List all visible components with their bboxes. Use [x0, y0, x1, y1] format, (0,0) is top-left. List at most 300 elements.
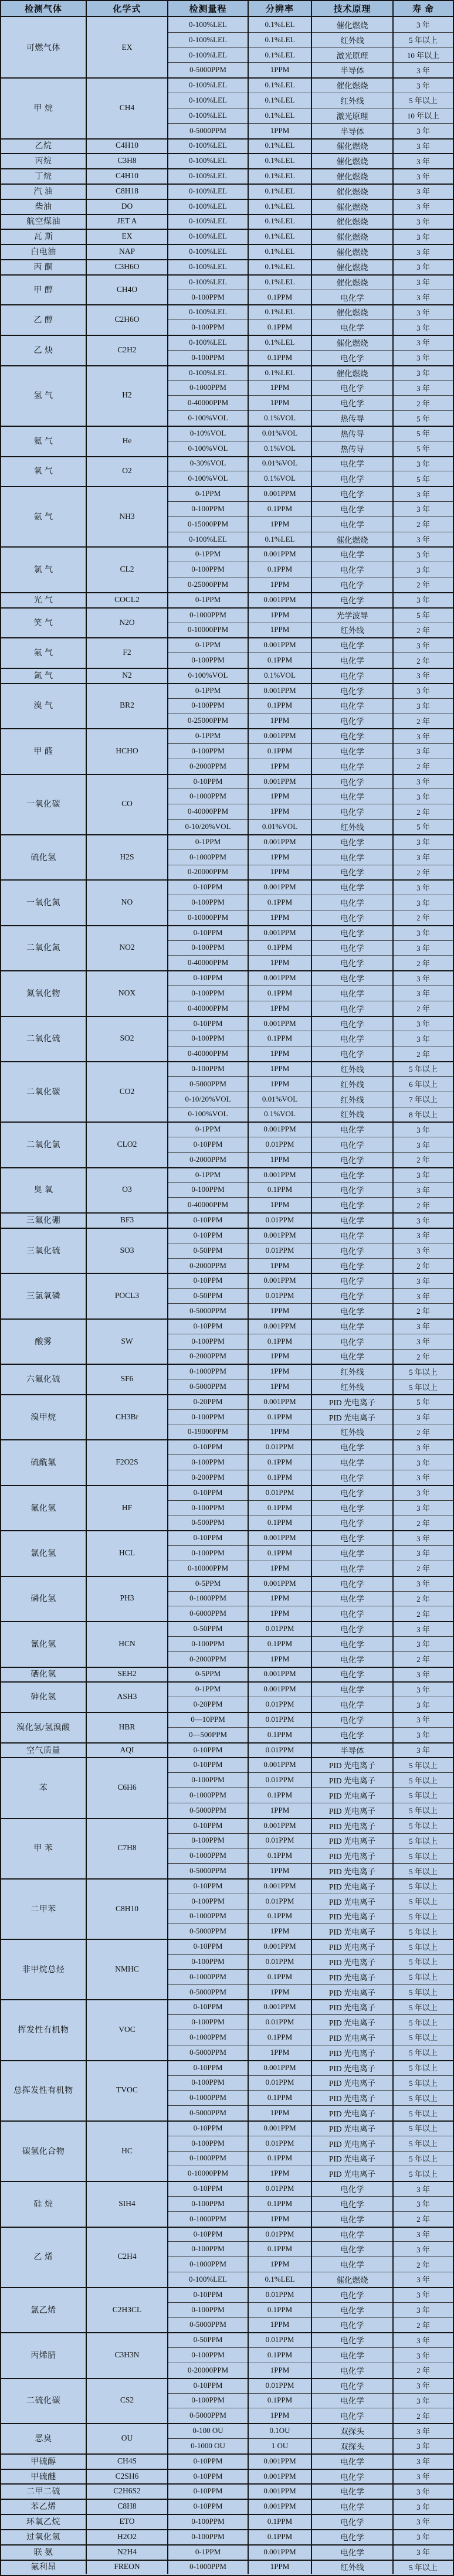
resolution-cell: 0.01PPM	[249, 2287, 312, 2302]
lifespan-cell: 5 年以上	[409, 2094, 438, 2103]
spec-row	[168, 2393, 453, 2408]
lifespan-cell: 3 年	[416, 1034, 430, 1044]
range-cell: 0-19000PPM	[168, 1425, 249, 1440]
formula-cell: C3H8	[87, 153, 168, 168]
gas-group	[1, 1742, 453, 1758]
principle-cell: 热传导	[312, 441, 394, 456]
gas-group	[1, 1485, 453, 1530]
spec-row	[168, 17, 453, 32]
spec-rows	[168, 607, 453, 638]
resolution-cell: 1PPM	[249, 516, 312, 532]
lifespan-cell: 3 年	[416, 1700, 430, 1710]
spec-row	[168, 1697, 453, 1712]
lifespan-cell: 2 年	[416, 959, 430, 968]
resolution-cell: 0.01PPM	[249, 1439, 312, 1454]
spec-rows	[168, 426, 453, 456]
gas-name-cell: 溴 气	[1, 683, 87, 728]
range-cell: 0-10PPM	[168, 1137, 249, 1152]
spec-rows	[168, 1228, 453, 1273]
spec-row	[168, 153, 453, 168]
lifespan-cell: 2 年	[416, 2320, 430, 2330]
principle-cell: 激光原理	[312, 47, 394, 63]
principle-cell: 红外线	[312, 32, 394, 47]
spec-rows	[168, 274, 453, 305]
principle-cell: 电化学	[312, 290, 394, 305]
principle-cell: 电化学	[312, 1288, 394, 1303]
resolution-cell: 0.1PPM	[249, 1636, 312, 1651]
formula-cell: C2H2	[87, 335, 168, 365]
spec-row	[168, 1576, 453, 1591]
spec-rows	[168, 138, 453, 154]
range-cell: 0-100PPM	[168, 985, 249, 1001]
principle-cell: 电化学	[312, 2499, 394, 2514]
resolution-cell: 0.1%LEL	[249, 93, 312, 108]
spec-rows	[168, 17, 453, 77]
principle-cell: 红外线	[312, 1107, 394, 1122]
gas-group	[1, 1318, 453, 1364]
range-cell: 0-100PPM	[168, 895, 249, 910]
range-cell: 0-10PPM	[168, 2227, 249, 2242]
resolution-cell: 1PPM	[249, 1152, 312, 1167]
spec-row	[168, 2136, 453, 2151]
lifespan-cell: 5 年以上	[409, 1958, 438, 1967]
lifespan-cell: 3 年	[416, 1625, 430, 1634]
resolution-cell: 1PPM	[249, 789, 312, 804]
principle-cell: 电化学	[312, 879, 394, 895]
lifespan-cell: 3 年	[416, 989, 430, 998]
range-cell: 0-10/20%VOL	[168, 819, 249, 834]
spec-row	[168, 350, 453, 365]
lifespan-cell: 2 年	[416, 399, 430, 408]
principle-cell: 电化学	[312, 713, 394, 728]
lifespan-cell: 3 年	[416, 2351, 430, 2360]
formula-cell: N2H4	[87, 2544, 168, 2560]
spec-row	[168, 910, 453, 925]
principle-cell: 电化学	[312, 471, 394, 486]
gas-group	[1, 17, 453, 77]
principle-cell: 电化学	[312, 2196, 394, 2211]
spec-rows	[168, 2378, 453, 2423]
lifespan-cell: 3 年	[416, 1019, 430, 1029]
principle-cell: 电化学	[312, 1470, 394, 1485]
lifespan-cell: 2 年	[416, 520, 430, 529]
principle-cell: 电化学	[312, 865, 394, 880]
principle-cell: 红外线	[312, 1364, 394, 1379]
resolution-cell: 0.1PPM	[249, 1334, 312, 1349]
spec-rows	[168, 728, 453, 773]
resolution-cell: 0.1%LEL	[249, 214, 312, 229]
principle-cell: PID 光电离子	[312, 1878, 394, 1894]
spec-rows	[168, 199, 453, 214]
resolution-cell: 0.1%LEL	[249, 183, 312, 199]
spec-row	[168, 577, 453, 592]
spec-rows	[168, 335, 453, 365]
lifespan-cell: 3 年	[416, 2381, 430, 2391]
gas-name-cell: 溴甲烷	[1, 1394, 87, 1439]
principle-cell: 电化学	[312, 804, 394, 819]
spec-row	[168, 592, 453, 607]
range-cell: 0-10PPM	[168, 879, 249, 895]
gas-name-cell: 臭 氧	[1, 1167, 87, 1212]
gas-group	[1, 607, 453, 638]
range-cell: 0-10PPM	[168, 2060, 249, 2075]
gas-group	[1, 925, 453, 970]
gas-group	[1, 2423, 453, 2453]
lifespan-cell: 2 年	[416, 626, 430, 635]
gas-group	[1, 774, 453, 834]
range-cell: 0-100%LEL	[168, 304, 249, 320]
resolution-cell: 0.001PPM	[249, 2544, 312, 2560]
lifespan-cell: 2 年	[416, 1049, 430, 1059]
spec-row	[168, 1787, 453, 1803]
spec-row	[168, 1379, 453, 1394]
lifespan-cell: 3 年	[416, 2472, 430, 2482]
principle-cell: 电化学	[312, 456, 394, 471]
range-cell: 0-100%VOL	[168, 441, 249, 456]
spec-rows	[168, 1167, 453, 1212]
range-cell: 0-5000PPM	[168, 1984, 249, 2000]
principle-cell: PID 光电离子	[312, 1923, 394, 1939]
range-cell: 0-40000PPM	[168, 395, 249, 410]
principle-cell: PID 光电离子	[312, 1833, 394, 1848]
formula-cell: EX	[87, 17, 168, 77]
resolution-cell: 0.1PPM	[249, 1031, 312, 1046]
spec-row	[168, 789, 453, 804]
resolution-cell: 0.1PPM	[249, 698, 312, 713]
range-cell: 0-10PPM	[168, 2499, 249, 2514]
lifespan-cell: 5 年以上	[409, 2048, 438, 2058]
spec-rows	[168, 1757, 453, 1817]
principle-cell: 电化学	[312, 1727, 394, 1742]
resolution-cell: 1PPM	[249, 804, 312, 819]
gas-name-cell: 六氟化硫	[1, 1364, 87, 1394]
lifespan-cell: 3 年	[416, 1534, 430, 1543]
principle-cell: 电化学	[312, 2317, 394, 2333]
range-cell: 0-1PPM	[168, 2544, 249, 2560]
spec-row	[168, 1394, 453, 1409]
resolution-cell: 1PPM	[249, 395, 312, 410]
resolution-cell: 1PPM	[249, 1379, 312, 1394]
resolution-cell: 1PPM	[249, 1303, 312, 1318]
principle-cell: 电化学	[312, 2529, 394, 2544]
spec-row	[168, 819, 453, 834]
spec-row	[168, 380, 453, 396]
gas-group	[1, 1667, 453, 1682]
gas-group	[1, 199, 453, 214]
range-cell: 0-10000PPM	[168, 2166, 249, 2181]
spec-rows	[168, 1061, 453, 1122]
spec-rows	[168, 1742, 453, 1758]
resolution-cell: 0.1PPM	[249, 1909, 312, 1924]
range-cell: 0—500PPM	[168, 1727, 249, 1742]
gas-name-cell: 白电油	[1, 244, 87, 259]
principle-cell: 电化学	[312, 1152, 394, 1167]
spec-rows	[168, 244, 453, 259]
range-cell: 0-50PPM	[168, 2332, 249, 2347]
formula-cell: C8H18	[87, 183, 168, 199]
spec-rows	[168, 2453, 453, 2469]
spec-rows	[168, 668, 453, 683]
spec-row	[168, 2560, 453, 2575]
lifespan-cell: 5 年以上	[409, 36, 438, 45]
spec-row	[168, 2499, 453, 2514]
lifespan-cell: 5 年以上	[409, 2033, 438, 2043]
spec-row	[168, 683, 453, 698]
principle-cell: 电化学	[312, 1137, 394, 1152]
range-cell: 0-100%LEL	[168, 183, 249, 199]
lifespan-cell: 5 年以上	[409, 1367, 438, 1377]
gas-name-cell: 甲硫醚	[1, 2469, 87, 2484]
lifespan-cell: 3 年	[416, 2487, 430, 2496]
resolution-cell: 1PPM	[249, 1197, 312, 1212]
gas-group	[1, 214, 453, 229]
principle-cell: 电化学	[312, 698, 394, 713]
resolution-cell: 0.1%LEL	[249, 2272, 312, 2287]
spec-row	[168, 623, 453, 638]
gas-name-cell: 硫酰氟	[1, 1439, 87, 1484]
resolution-cell: 0.1PPM	[249, 2241, 312, 2256]
lifespan-cell: 3 年	[416, 505, 430, 514]
lifespan-cell: 3 年	[416, 2230, 430, 2239]
principle-cell: PID 光电离子	[312, 2014, 394, 2030]
lifespan-cell: 3 年	[416, 21, 430, 30]
spec-row	[168, 2469, 453, 2484]
gas-name-cell: 硅 烷	[1, 2181, 87, 2226]
lifespan-cell: 3 年	[416, 943, 430, 953]
formula-cell: C4H10	[87, 168, 168, 183]
gas-group	[1, 637, 453, 668]
lifespan-cell: 3 年	[416, 687, 430, 696]
lifespan-cell: 2 年	[416, 2366, 430, 2376]
spec-row	[168, 1545, 453, 1561]
lifespan-cell: 5 年以上	[409, 2139, 438, 2149]
spec-row	[168, 1833, 453, 1848]
resolution-cell: 0.01PPM	[249, 1288, 312, 1303]
principle-cell: 电化学	[312, 577, 394, 592]
spec-row	[168, 2453, 453, 2469]
spec-rows	[168, 1818, 453, 1878]
lifespan-cell: 5 年以上	[409, 2078, 438, 2088]
lifespan-cell: 3 年	[416, 369, 430, 378]
gas-name-cell: 硒化氢	[1, 1667, 87, 1682]
range-cell: 0-5000PPM	[168, 1863, 249, 1878]
spec-row	[168, 2408, 453, 2423]
range-cell: 0-5000PPM	[168, 2045, 249, 2060]
resolution-cell: 0.001PPM	[249, 1394, 312, 1409]
range-cell: 0-100PPM	[168, 1500, 249, 1515]
resolution-cell: 1PPM	[249, 1046, 312, 1061]
resolution-cell: 0.001PPM	[249, 2483, 312, 2499]
range-cell: 0-10PPM	[168, 2453, 249, 2469]
range-cell: 0-1PPM	[168, 592, 249, 607]
range-cell: 0-100PPM	[168, 2241, 249, 2256]
formula-cell: He	[87, 426, 168, 456]
range-cell: 0-100%LEL	[168, 229, 249, 244]
principle-cell: 电化学	[312, 1697, 394, 1712]
principle-cell: 电化学	[312, 2378, 394, 2393]
gas-name-cell: 丙 酮	[1, 259, 87, 274]
principle-cell: 电化学	[312, 1636, 394, 1651]
resolution-cell: 1PPM	[249, 1425, 312, 1440]
lifespan-cell: 3 年	[416, 2290, 430, 2300]
resolution-cell: 0.01PPM	[249, 1212, 312, 1228]
formula-cell: SF6	[87, 1364, 168, 1394]
resolution-cell: 0.1%LEL	[249, 17, 312, 32]
range-cell: 0-5000PPM	[168, 2105, 249, 2120]
gas-name-cell: 苯	[1, 1757, 87, 1817]
lifespan-cell: 3 年	[416, 853, 430, 862]
principle-cell: 电化学	[312, 1212, 394, 1228]
lifespan-cell: 3 年	[416, 596, 430, 605]
formula-cell: HCN	[87, 1621, 168, 1666]
principle-cell: 电化学	[312, 1621, 394, 1636]
lifespan-cell: 2 年	[416, 2411, 430, 2421]
formula-cell: VOC	[87, 1999, 168, 2060]
range-cell: 0-10PPM	[168, 970, 249, 985]
range-cell: 0-100%LEL	[168, 32, 249, 47]
range-cell: 0-100PPM	[168, 743, 249, 759]
spec-rows	[168, 1878, 453, 1939]
principle-cell: 电化学	[312, 1031, 394, 1046]
range-cell: 0-1000PPM	[168, 607, 249, 623]
gas-name-cell: 航空煤油	[1, 214, 87, 229]
principle-cell: PID 光电离子	[312, 1787, 394, 1803]
formula-cell: C2H6S2	[87, 2483, 168, 2499]
gas-name-cell: 非甲烷总烃	[1, 1939, 87, 1999]
principle-cell: 催化燃烧	[312, 259, 394, 274]
lifespan-cell: 5 年以上	[409, 1867, 438, 1876]
spec-row	[168, 532, 453, 547]
principle-cell: 电化学	[312, 2347, 394, 2363]
principle-cell: 电化学	[312, 895, 394, 910]
formula-cell: NH3	[87, 486, 168, 546]
formula-cell: TVOC	[87, 2060, 168, 2120]
spec-row	[168, 1878, 453, 1894]
principle-cell: PID 光电离子	[312, 1939, 394, 1954]
spec-row	[168, 320, 453, 335]
range-cell: 0-10PPM	[168, 925, 249, 940]
gas-group	[1, 274, 453, 305]
principle-cell: 电化学	[312, 925, 394, 940]
lifespan-cell: 5 年以上	[409, 1988, 438, 1997]
lifespan-cell: 3 年	[416, 232, 430, 242]
resolution-cell: 0.1%LEL	[249, 199, 312, 214]
spec-rows	[168, 214, 453, 229]
resolution-cell: 1PPM	[249, 1803, 312, 1818]
principle-cell: 电化学	[312, 1167, 394, 1182]
gas-name-cell: 砷化氢	[1, 1681, 87, 1712]
spec-row	[168, 1137, 453, 1152]
gas-name-cell: 二氧化碳	[1, 1061, 87, 1122]
formula-cell: CH4	[87, 77, 168, 138]
range-cell: 0-100%LEL	[168, 168, 249, 183]
range-cell: 0-100PPM	[168, 1954, 249, 1969]
range-cell: 0-10PPM	[168, 2287, 249, 2302]
range-cell: 0—10PPM	[168, 1712, 249, 1727]
spec-row	[168, 108, 453, 123]
lifespan-cell: 3 年	[416, 883, 430, 892]
spec-row	[168, 2529, 453, 2544]
gas-group	[1, 304, 453, 335]
resolution-cell: 1PPM	[249, 865, 312, 880]
resolution-cell: 0.1%VOL	[249, 410, 312, 426]
range-cell: 0-10PPM	[168, 2181, 249, 2196]
lifespan-cell: 5 年以上	[409, 1776, 438, 1785]
principle-cell: PID 光电离子	[312, 1863, 394, 1878]
spec-rows	[168, 1576, 453, 1621]
range-cell: 0-100PPM	[168, 2136, 249, 2151]
range-cell: 0-100PPM	[168, 290, 249, 305]
formula-cell: HCHO	[87, 728, 168, 773]
lifespan-cell: 6 年以上	[409, 1080, 438, 1089]
gas-name-cell: 丁烷	[1, 168, 87, 183]
lifespan-cell: 2 年	[416, 1518, 430, 1528]
spec-row	[168, 1984, 453, 2000]
lifespan-cell: 5 年以上	[409, 1973, 438, 1982]
gas-group	[1, 229, 453, 244]
resolution-cell: 0.001PPM	[249, 486, 312, 501]
principle-cell: 电化学	[312, 1046, 394, 1061]
spec-row	[168, 743, 453, 759]
lifespan-cell: 3 年	[416, 1715, 430, 1725]
lifespan-cell: 3 年	[416, 141, 430, 151]
principle-cell: 电化学	[312, 516, 394, 532]
principle-cell: 电化学	[312, 2514, 394, 2529]
lifespan-cell: 2 年	[416, 1352, 430, 1361]
resolution-cell: 0.01PPM	[249, 1137, 312, 1152]
principle-cell: 电化学	[312, 1500, 394, 1515]
spec-row	[168, 1318, 453, 1334]
lifespan-cell: 3 年	[416, 898, 430, 908]
spec-rows	[168, 683, 453, 728]
principle-cell: 催化燃烧	[312, 229, 394, 244]
lifespan-cell: 3 年	[416, 1276, 430, 1286]
principle-cell: PID 光电离子	[312, 1757, 394, 1772]
principle-cell: 电化学	[312, 350, 394, 365]
range-cell: 0-1PPM	[168, 683, 249, 698]
resolution-cell: 1PPM	[249, 910, 312, 925]
resolution-cell: 1PPM	[249, 2560, 312, 2575]
resolution-cell: 0.1PPM	[249, 2529, 312, 2544]
resolution-cell: 1PPM	[249, 1606, 312, 1621]
lifespan-cell: 2 年	[416, 1564, 430, 1574]
lifespan-cell: 5 年	[416, 474, 430, 484]
lifespan-cell: 2 年	[416, 762, 430, 772]
formula-cell: BF3	[87, 1212, 168, 1228]
resolution-cell: 0.1%LEL	[249, 365, 312, 380]
resolution-cell: 0.01PPM	[249, 2332, 312, 2347]
range-cell: 0-5000PPM	[168, 1303, 249, 1318]
range-cell: 0-10000PPM	[168, 910, 249, 925]
lifespan-cell: 2 年	[416, 1655, 430, 1664]
spec-row	[168, 1923, 453, 1939]
lifespan-cell: 3 年	[416, 66, 430, 75]
spec-rows	[168, 2499, 453, 2514]
resolution-cell: 0.1PPM	[249, 1787, 312, 1803]
resolution-cell: 0.001PPM	[249, 1122, 312, 1137]
formula-cell: SO3	[87, 1228, 168, 1273]
gas-name-cell: 乙烷	[1, 138, 87, 154]
resolution-cell: 0.001PPM	[249, 2453, 312, 2469]
lifespan-cell: 3 年	[416, 974, 430, 983]
spec-row	[168, 940, 453, 956]
principle-cell: 光学波导	[312, 607, 394, 623]
lifespan-cell: 3 年	[416, 1443, 430, 1452]
formula-cell: C3H3N	[87, 2332, 168, 2377]
principle-cell: 红外线	[312, 623, 394, 638]
gas-name-cell: 磷化氢	[1, 1576, 87, 1621]
lifespan-cell: 3 年	[416, 278, 430, 287]
